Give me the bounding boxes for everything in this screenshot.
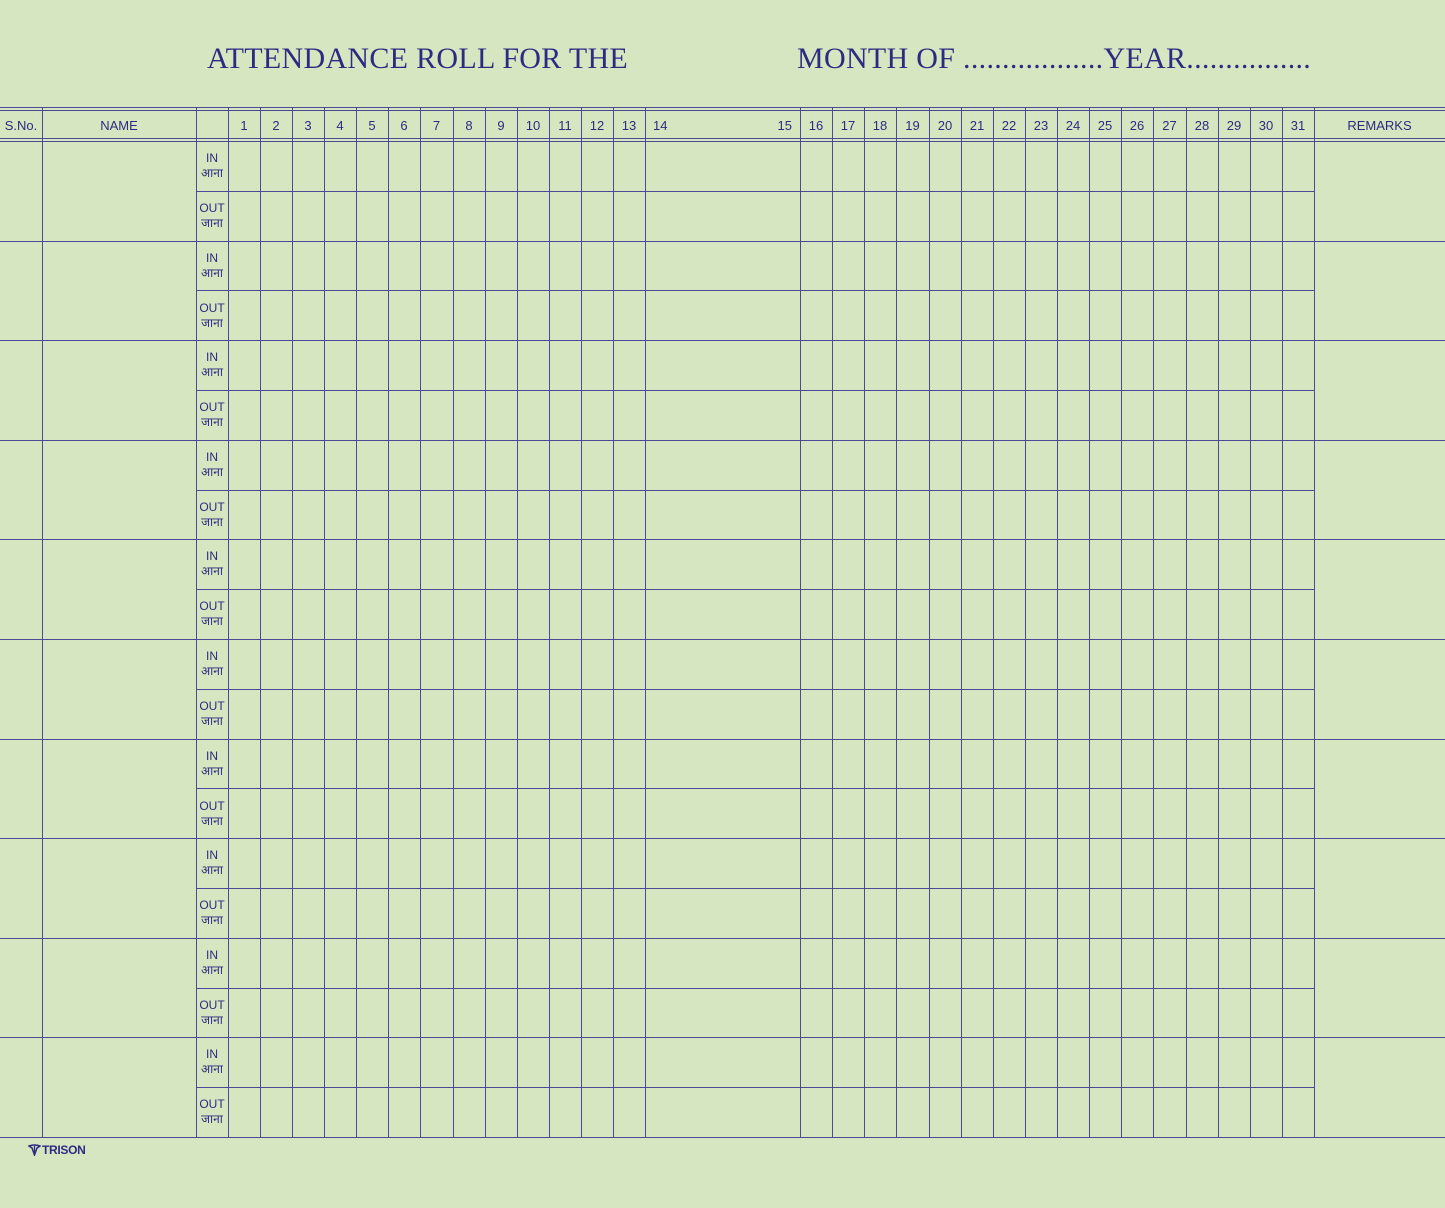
in-text: IN [206, 649, 218, 663]
column-divider [1250, 107, 1251, 1137]
out_hindi-text: जाना [201, 614, 223, 628]
row-divider [0, 340, 1445, 341]
header-name: NAME [100, 118, 138, 133]
out-label [196, 500, 228, 530]
out-text: OUT [199, 201, 225, 215]
header-day-5: 5 [368, 118, 376, 133]
column-divider [929, 107, 930, 1137]
header-day-26: 26 [1129, 118, 1145, 133]
header-day-23: 23 [1033, 118, 1049, 133]
header-day-6: 6 [400, 118, 408, 133]
out-text: OUT [199, 500, 225, 514]
grid-rule [0, 107, 1445, 108]
header-day-17: 17 [840, 118, 856, 133]
column-divider [961, 107, 962, 1137]
form-title: ATTENDANCE ROLL FOR THE [207, 42, 629, 75]
in-text: IN [206, 948, 218, 962]
out-label [196, 400, 228, 430]
in-label [196, 1047, 228, 1077]
in-text: IN [206, 151, 218, 165]
in-label [196, 848, 228, 878]
header-sno: S.No. [4, 118, 38, 133]
in-label [196, 350, 228, 380]
out-label [196, 201, 228, 231]
in_hindi-text: आना [200, 564, 224, 578]
column-divider [864, 107, 865, 1137]
header-day-9: 9 [497, 118, 505, 133]
out-label [196, 599, 228, 629]
out-text: OUT [199, 599, 225, 613]
header-remarks: REMARKS [1347, 118, 1412, 133]
row-divider [0, 1137, 1445, 1138]
header-day-14: 14 [653, 118, 668, 133]
column-divider [1314, 107, 1315, 1137]
out-label [196, 898, 228, 928]
in-out-divider [196, 290, 1314, 291]
header-day-28: 28 [1194, 118, 1210, 133]
in-out-divider [196, 788, 1314, 789]
column-divider [896, 107, 897, 1137]
column-divider [485, 107, 486, 1137]
out-label [196, 301, 228, 331]
out-label [196, 1097, 228, 1127]
column-divider [1153, 107, 1154, 1137]
in_hindi-text: आना [200, 963, 224, 977]
header-day-25: 25 [1097, 118, 1113, 133]
out_hindi-text: जाना [201, 814, 223, 828]
header-day-16: 16 [808, 118, 824, 133]
column-divider [42, 107, 43, 1137]
in-out-divider [196, 988, 1314, 989]
header-day-3: 3 [304, 118, 312, 133]
out-label [196, 799, 228, 829]
header-day-8: 8 [465, 118, 473, 133]
column-divider [388, 107, 389, 1137]
header-day-19: 19 [905, 118, 920, 133]
in-label [196, 649, 228, 679]
out_hindi-text: जाना [201, 316, 223, 330]
in-out-divider [196, 1087, 1314, 1088]
header-day-18: 18 [872, 118, 888, 133]
header-day-1: 1 [240, 118, 248, 133]
out_hindi-text: जाना [201, 216, 223, 230]
in-out-divider [196, 589, 1314, 590]
out-text: OUT [199, 301, 225, 315]
header-day-13: 13 [621, 118, 637, 133]
header-day-30: 30 [1258, 118, 1274, 133]
column-divider [1025, 107, 1026, 1137]
in_hindi-text: आना [200, 166, 224, 180]
out_hindi-text: जाना [201, 1013, 223, 1027]
column-divider [228, 107, 229, 1137]
column-divider [1121, 107, 1122, 1137]
in-label [196, 251, 228, 281]
header-day-21: 21 [969, 118, 985, 133]
out_hindi-text: जाना [201, 515, 223, 529]
column-divider [800, 107, 801, 1137]
brand-logo [28, 1143, 86, 1157]
in-text: IN [206, 848, 218, 862]
in-text: IN [206, 350, 218, 364]
in_hindi-text: आना [200, 863, 224, 877]
column-divider [613, 107, 614, 1137]
out-text: OUT [199, 799, 225, 813]
in-text: IN [206, 749, 218, 763]
header-day-4: 4 [336, 118, 344, 133]
out-text: OUT [199, 998, 225, 1012]
in_hindi-text: आना [200, 764, 224, 778]
out-text: OUT [199, 400, 225, 414]
in-label [196, 151, 228, 181]
in-text: IN [206, 549, 218, 563]
row-divider [0, 838, 1445, 839]
in_hindi-text: आना [200, 465, 224, 479]
out-text: OUT [199, 699, 225, 713]
column-divider [1089, 107, 1090, 1137]
row-divider [0, 1037, 1445, 1038]
header-day-29: 29 [1226, 118, 1242, 133]
out-label [196, 699, 228, 729]
header-day-27: 27 [1162, 118, 1177, 133]
brand-name: TRISON [42, 1143, 86, 1157]
trison-logo-icon [28, 1144, 41, 1156]
column-divider [1282, 107, 1283, 1137]
header-day-10: 10 [525, 118, 541, 133]
out-label [196, 998, 228, 1028]
in-label [196, 749, 228, 779]
header-day-20: 20 [937, 118, 953, 133]
in_hindi-text: आना [200, 1062, 224, 1076]
in-text: IN [206, 251, 218, 265]
in-label [196, 450, 228, 480]
column-divider [581, 107, 582, 1137]
column-divider [1218, 107, 1219, 1137]
header-day-24: 24 [1065, 118, 1081, 133]
column-divider [832, 107, 833, 1137]
row-divider [0, 440, 1445, 441]
column-divider [420, 107, 421, 1137]
header-day-2: 2 [272, 118, 280, 133]
column-divider [1057, 107, 1058, 1137]
header-day-12: 12 [589, 118, 605, 133]
column-divider [549, 107, 550, 1137]
in_hindi-text: आना [200, 266, 224, 280]
column-divider [1186, 107, 1187, 1137]
column-divider [645, 107, 646, 1137]
row-divider [0, 739, 1445, 740]
out_hindi-text: जाना [201, 1112, 223, 1126]
out_hindi-text: जाना [201, 415, 223, 429]
in-out-divider [196, 191, 1314, 192]
header-day-7: 7 [432, 118, 441, 133]
column-divider [260, 107, 261, 1137]
out_hindi-text: जाना [201, 714, 223, 728]
month-year-field: MONTH OF ..................YEAR................ [797, 42, 1312, 75]
grid-rule [0, 141, 1445, 142]
out-text: OUT [199, 1097, 225, 1111]
column-divider [453, 107, 454, 1137]
out-text: OUT [199, 898, 225, 912]
in-out-divider [196, 689, 1314, 690]
in-out-divider [196, 390, 1314, 391]
in-text: IN [206, 1047, 218, 1061]
in-out-divider [196, 490, 1314, 491]
in_hindi-text: आना [200, 664, 224, 678]
in-text: IN [206, 450, 218, 464]
out_hindi-text: जाना [201, 913, 223, 927]
column-divider [356, 107, 357, 1137]
row-divider [0, 639, 1445, 640]
header-day-15: 15 [777, 118, 792, 133]
in-out-divider [196, 888, 1314, 889]
column-divider [993, 107, 994, 1137]
header-day-22: 22 [1001, 118, 1017, 133]
in_hindi-text: आना [200, 365, 224, 379]
row-divider [0, 938, 1445, 939]
in-label [196, 948, 228, 978]
in-label [196, 549, 228, 579]
column-divider [292, 107, 293, 1137]
header-day-31: 31 [1290, 118, 1306, 133]
column-divider [324, 107, 325, 1137]
column-divider [517, 107, 518, 1137]
row-divider [0, 241, 1445, 242]
row-divider [0, 539, 1445, 540]
header-day-11: 11 [558, 118, 572, 133]
